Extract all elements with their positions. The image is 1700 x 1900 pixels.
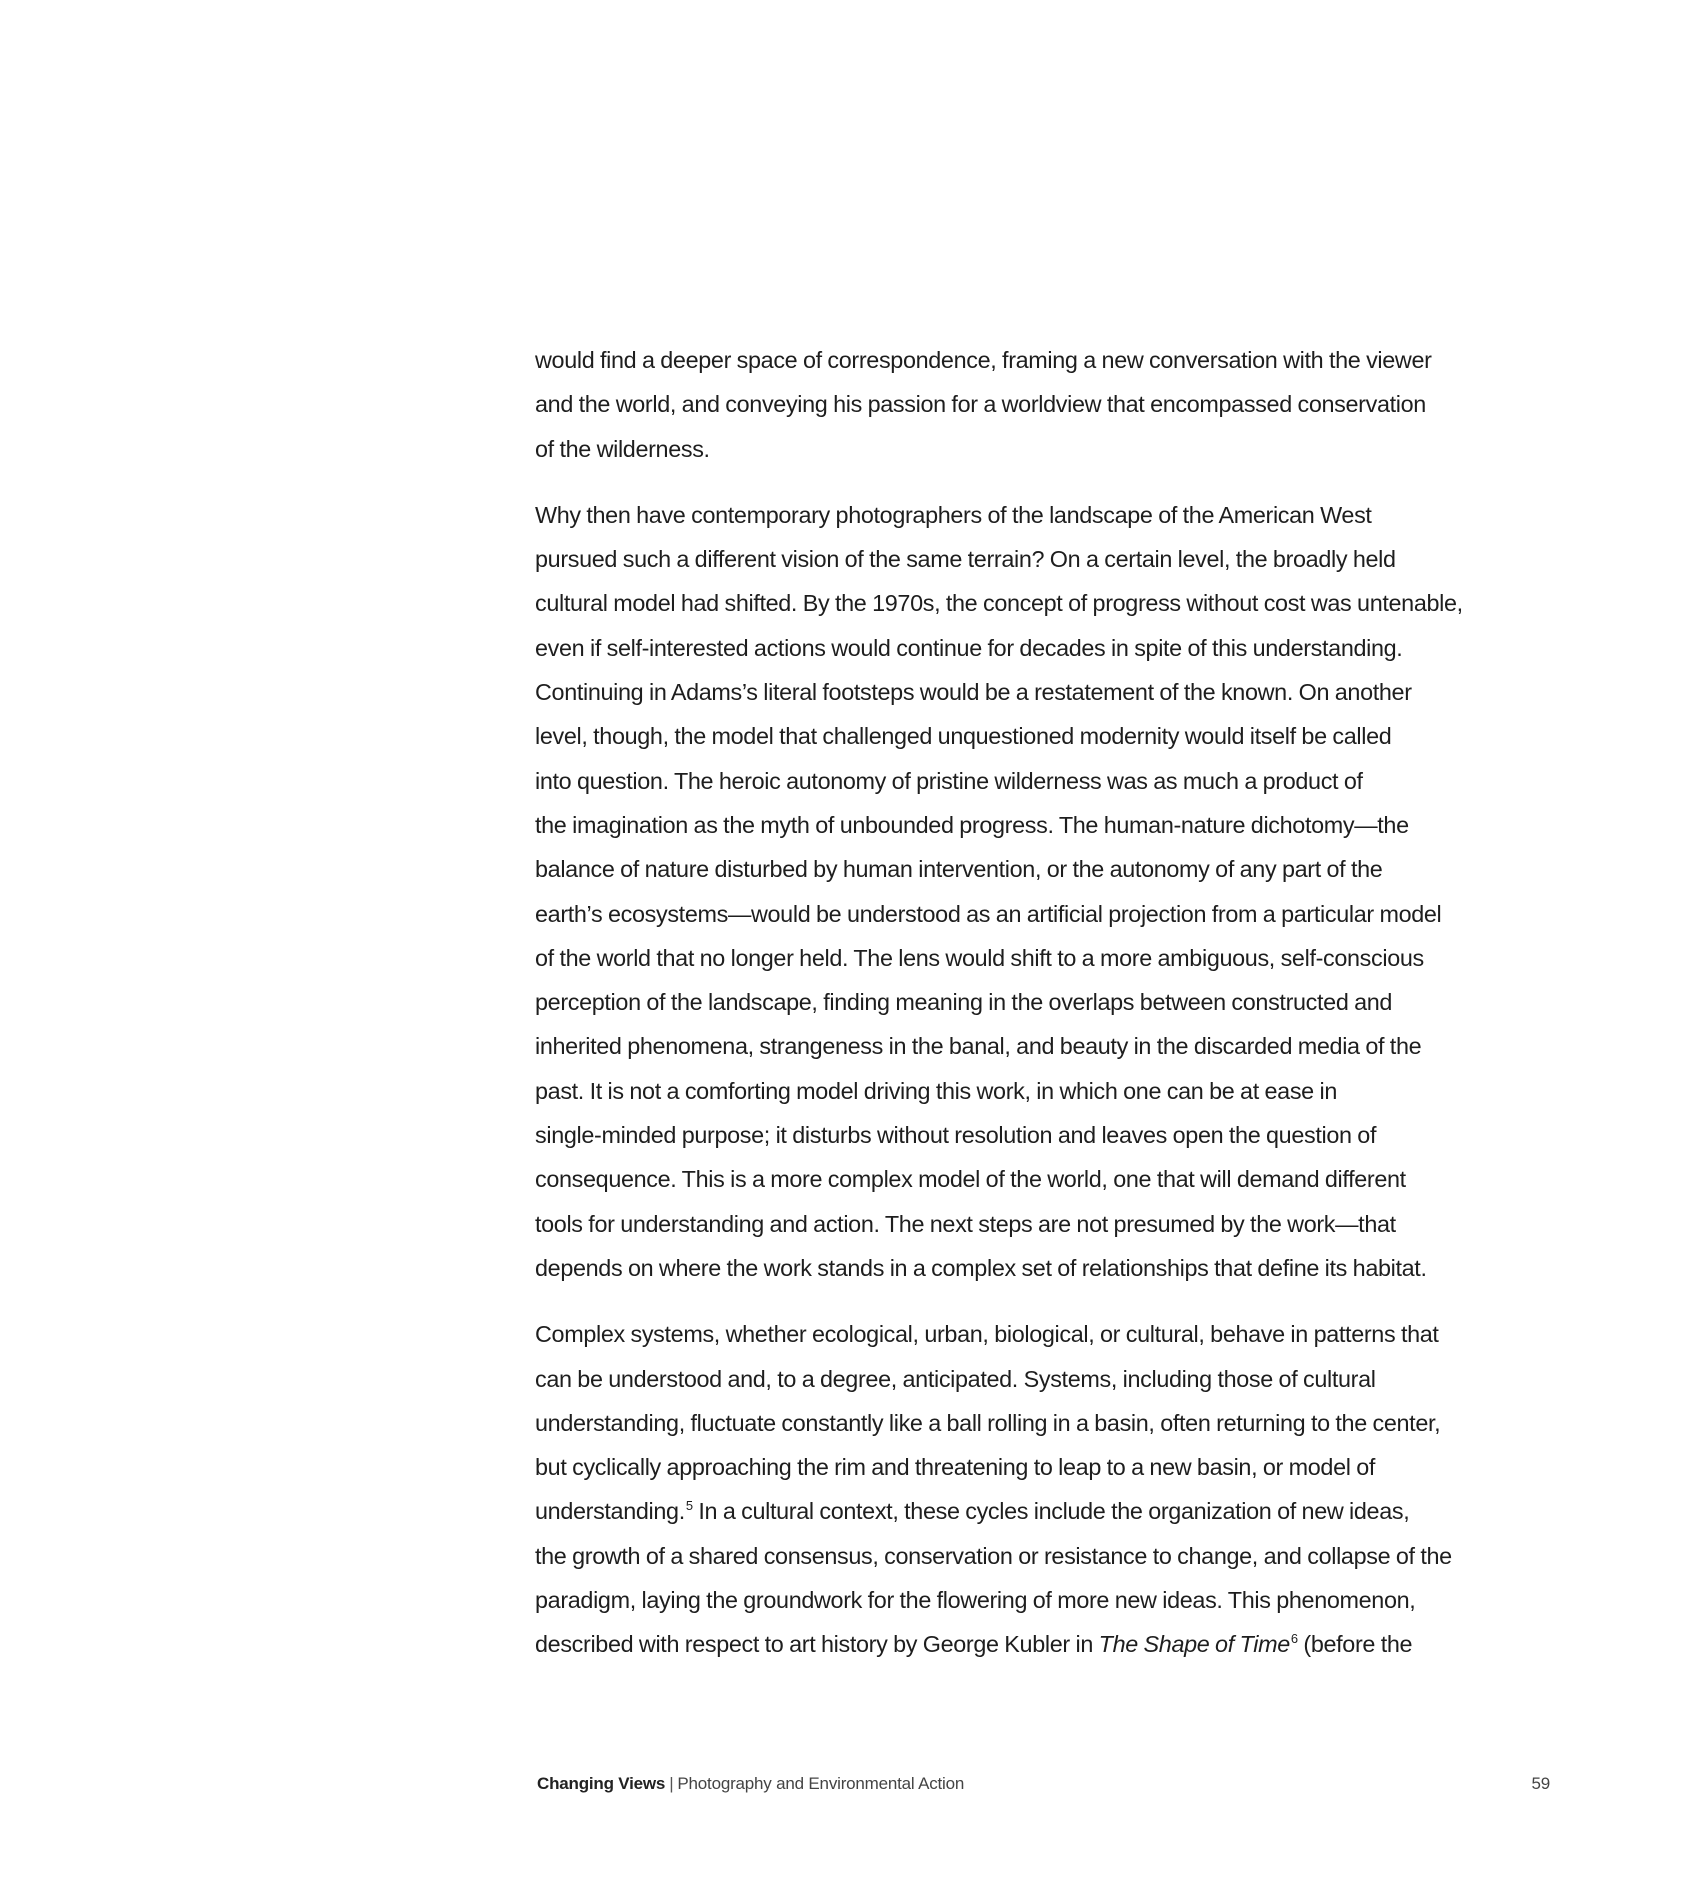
text-line: the imagination as the myth of unbounded progress. The human-nature dichotomy—the xyxy=(535,811,1409,838)
text-line: even if self-interested actions would continue for decades in spite of this understanding. xyxy=(535,634,1403,661)
book-title: The Shape of Time xyxy=(1098,1631,1290,1658)
text-line-with-footnote xyxy=(535,1489,1560,1533)
text-line: but cyclically approaching the rim and threatening to leap to a new basin, or model of xyxy=(535,1454,1376,1481)
text-line: understanding, fluctuate constantly like a ball rolling in a basin, often returning to the center, xyxy=(535,1409,1441,1436)
paragraph-1 xyxy=(535,338,1565,471)
text-line: inherited phenomena, strangeness in the banal, and beauty in the discarded media of the xyxy=(535,1033,1422,1060)
text-line-with-citation xyxy=(535,1622,1560,1666)
text-line: Complex systems, whether ecological, urban, biological, or cultural, behave in patterns that xyxy=(535,1321,1439,1348)
text-line: into question. The heroic autonomy of pristine wilderness was as much a product of xyxy=(535,767,1363,794)
text-segment: understanding. xyxy=(535,1498,685,1525)
text-line: the growth of a shared consensus, conservation or resistance to change, and collapse of the xyxy=(535,1542,1452,1569)
paragraph-3 xyxy=(535,1312,1565,1666)
text-line: can be understood and, to a degree, anticipated. Systems, including those of cultural xyxy=(535,1365,1376,1392)
text-line: Continuing in Adams’s literal footsteps would be a restatement of the known. On another xyxy=(535,679,1412,706)
text-line: level, though, the model that challenged unquestioned modernity would itself be called xyxy=(535,723,1392,750)
text-line: perception of the landscape, finding meaning in the overlaps between constructed and xyxy=(535,989,1393,1016)
text-segment: (before the xyxy=(1297,1631,1413,1658)
text-line: single-minded purpose; it disturbs without resolution and leaves open the question of xyxy=(535,1122,1377,1149)
book-subtitle-footer: Photography and Environmental Action xyxy=(677,1774,965,1793)
text-line: and the world, and conveying his passion for a worldview that encompassed conservation xyxy=(535,391,1426,418)
text-line: tools for understanding and action. The next steps are not presumed by the work—that xyxy=(535,1210,1396,1237)
footer-separator: | xyxy=(669,1774,674,1793)
body-text xyxy=(535,338,1565,1689)
paragraph-2 xyxy=(535,493,1565,1290)
page-number: 59 xyxy=(1531,1774,1550,1793)
footnote-marker[interactable]: 5 xyxy=(685,1498,693,1514)
book-title-footer: Changing Views xyxy=(537,1774,666,1793)
text-line: depends on where the work stands in a complex set of relationships that define its habitat. xyxy=(535,1254,1427,1281)
text-line: would find a deeper space of correspondence, framing a new conversation with the viewer xyxy=(535,347,1432,373)
text-line: Why then have contemporary photographers of the landscape of the American West xyxy=(535,501,1372,528)
text-line: of the wilderness. xyxy=(535,435,710,462)
page-footer xyxy=(537,1774,1550,1800)
text-line: consequence. This is a more complex model of the world, one that will demand different xyxy=(535,1166,1406,1193)
text-line: pursued such a different vision of the same terrain? On a certain level, the broadly held xyxy=(535,546,1396,573)
text-line: cultural model had shifted. By the 1970s, the concept of progress without cost was untenable, xyxy=(535,590,1463,617)
text-segment: described with respect to art history by George Kubler in xyxy=(535,1631,1099,1658)
footnote-marker[interactable]: 6 xyxy=(1290,1631,1298,1647)
text-line: balance of nature disturbed by human intervention, or the autonomy of any part of the xyxy=(535,856,1383,883)
text-line: paradigm, laying the groundwork for the flowering of more new ideas. This phenomenon, xyxy=(535,1587,1416,1614)
text-line: past. It is not a comforting model driving this work, in which one can be at ease in xyxy=(535,1077,1337,1104)
text-segment: In a cultural context, these cycles include the organization of new ideas, xyxy=(692,1498,1410,1525)
text-line: of the world that no longer held. The lens would shift to a more ambiguous, self-conscious xyxy=(535,944,1424,971)
text-line: earth’s ecosystems—would be understood as an artificial projection from a particular model xyxy=(535,900,1442,927)
